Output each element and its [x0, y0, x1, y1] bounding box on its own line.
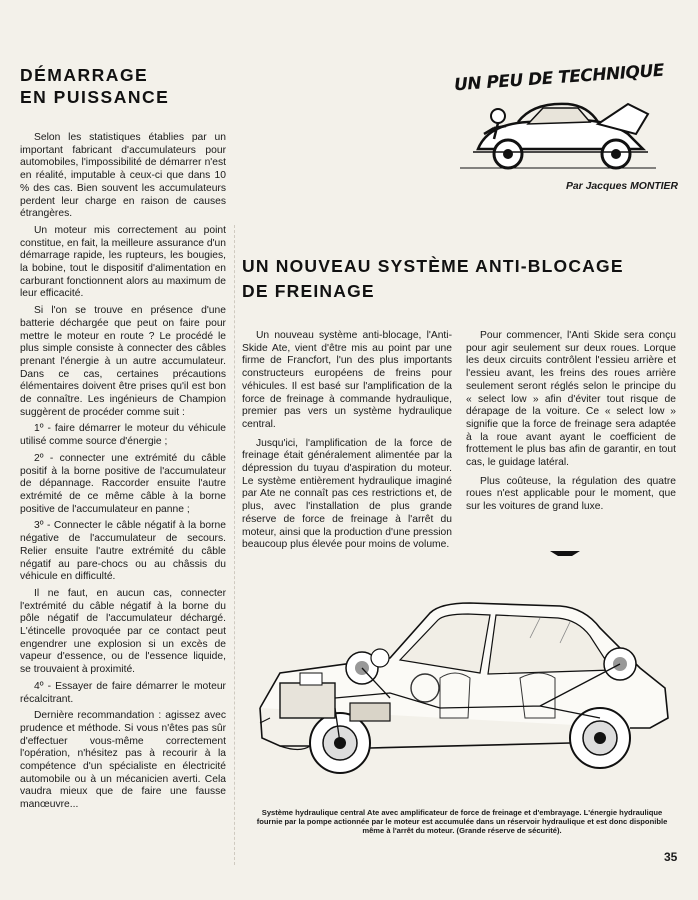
page-number: 35 [664, 850, 678, 864]
left-paragraph: 4º - Essayer de faire démarrer le moteur récalcitrant. [20, 680, 226, 705]
article-paragraph: Plus coûteuse, la régulation des quatre roues n'est applicable pour le moment, que sur les voitures de grand luxe. [466, 475, 676, 513]
car-brake-system-diagram [240, 578, 680, 808]
section-logo-text: UN PEU DE TECHNIQUE [453, 60, 665, 96]
left-article-body [20, 132, 226, 816]
left-paragraph: 2º - connecter une extrémité du câble positif à la borne positive de l'accumulateur de dépannage. Raccorder ensuite l'autre extrémité de ce même câble à la borne positive de l'accumulateur en panne ; [20, 452, 226, 515]
mechanic-car-illustration [458, 94, 658, 176]
column-divider [234, 225, 235, 865]
article-paragraph: Pour commencer, l'Anti Skide sera conçu pour agir seulement sur deux roues. Lorque les deux circuits contrôlent l'essieu arrière et l'essieu avant, les freins des roues arrière seulement seront réglés selon le principe du « select low » afin d'éviter tout risque de dérapage de la voiture. Ce « select low » signifie que la force de freinage sera adaptée à la roue avant ayant le coefficient de frottement le plus bas afin de garantir, en tout cas, le guidage latéral. [466, 330, 676, 469]
left-article-title: DÉMARRAGE EN PUISSANCE [20, 65, 170, 107]
article-paragraph: Jusqu'ici, l'amplification de la force de freinage était généralement alimentée par la dépression du tuyau d'aspiration du moteur. Le système entièrement hydraulique imaginé par Ate ne connaît pas ces restrictions et, de plus, avec l'installation de plus grande réserve de force de freinage à l'arrêt du moteur, ainsi que la production d'une pression beaucoup plus élevée pour moins de volume. [242, 437, 452, 551]
left-paragraph: Il ne faut, en aucun cas, connecter l'extrémité du câble négatif à la borne du pôle négatif de l'accumulateur déchargé. L'étincelle provoquée par ce contact peut engendrer une explosion si un excès de vapeur d'essence, ou de l'essence liquide, se trouvaient à proximité. [20, 587, 226, 676]
end-ornament-icon [550, 549, 580, 557]
left-paragraph: Si l'on se trouve en présence d'une batterie déchargée que peut on faire pour mettre le moteur en route ? Le procédé le plus simple consiste à connecter des câbles prenant l'énergie à un autre accumulateur. Dans ce cas, certaines précautions élémentaires doivent être prises qu'il est bon de connaître. Les ingénieurs de Champion suggèrent de procéder comme suit : [20, 305, 226, 418]
left-paragraph: Dernière recommandation : agissez avec prudence et méthode. Si vous n'êtes pas sûr d'effectuer vous-même correctement l'opération, n'hésitez pas à recourir à la compétence d'un spécialiste en électricité automobile ou à un mécanicien averti. Cela vaudra mieux que de faire une fausse manœuvre... [20, 710, 226, 811]
figure-caption: Système hydraulique central Ate avec amplificateur de force de freinage et d'embrayage. L'énergie hydraulique fournie par la pompe actionnée par le moteur est accumulée dans un réservoir hydraulique et est donc disponible même à l'arrêt du moteur. (Grande réserve de sécurité). [256, 808, 668, 836]
left-paragraph: 1º - faire démarrer le moteur du véhicule utilisé comme source d'énergie ; [20, 423, 226, 448]
article-paragraph: Un nouveau système anti-blocage, l'Anti-Skide Ate, vient d'être mis au point par une firme de Francfort, l'un des plus importants constructeurs européens de freins pour véhicules. Il est basé sur l'amplification de la force de freinage à commande hydraulique, premier pas vers un système hydraulique central. [242, 330, 452, 430]
article-author: Par Jacques MONTIER [565, 181, 678, 192]
article-column-1 [242, 330, 452, 558]
left-paragraph: 3º - Connecter le câble négatif à la borne négative de l'accumulateur de secours. Relier ensuite l'autre extrémité du câble négatif au pare-chocs ou au châssis du véhicule en difficulté. [20, 520, 226, 583]
section-logo [440, 60, 676, 178]
article-title: UN NOUVEAU SYSTÈME ANTI-BLOCAGE DE FREINAGE [242, 256, 624, 301]
left-paragraph: Un moteur mis correctement au point constitue, en fait, la meilleure assurance d'un démarrage rapide, les rupteurs, les bougies, la bobine, tout le dispositif d'alimentation en carburant fonctionnent alors au maximum de leur efficacité. [20, 224, 226, 300]
left-paragraph: Selon les statistiques établies par un important fabricant d'accumulateurs pour automobiles, l'impossibilité de démarrer n'est en réalité, imputable à ceux-ci que dans 10 % des cas. Bien souvent les accumulateurs perdent leur charge en raison de causes étrangères. [20, 132, 226, 220]
article-column-2 [466, 330, 676, 520]
